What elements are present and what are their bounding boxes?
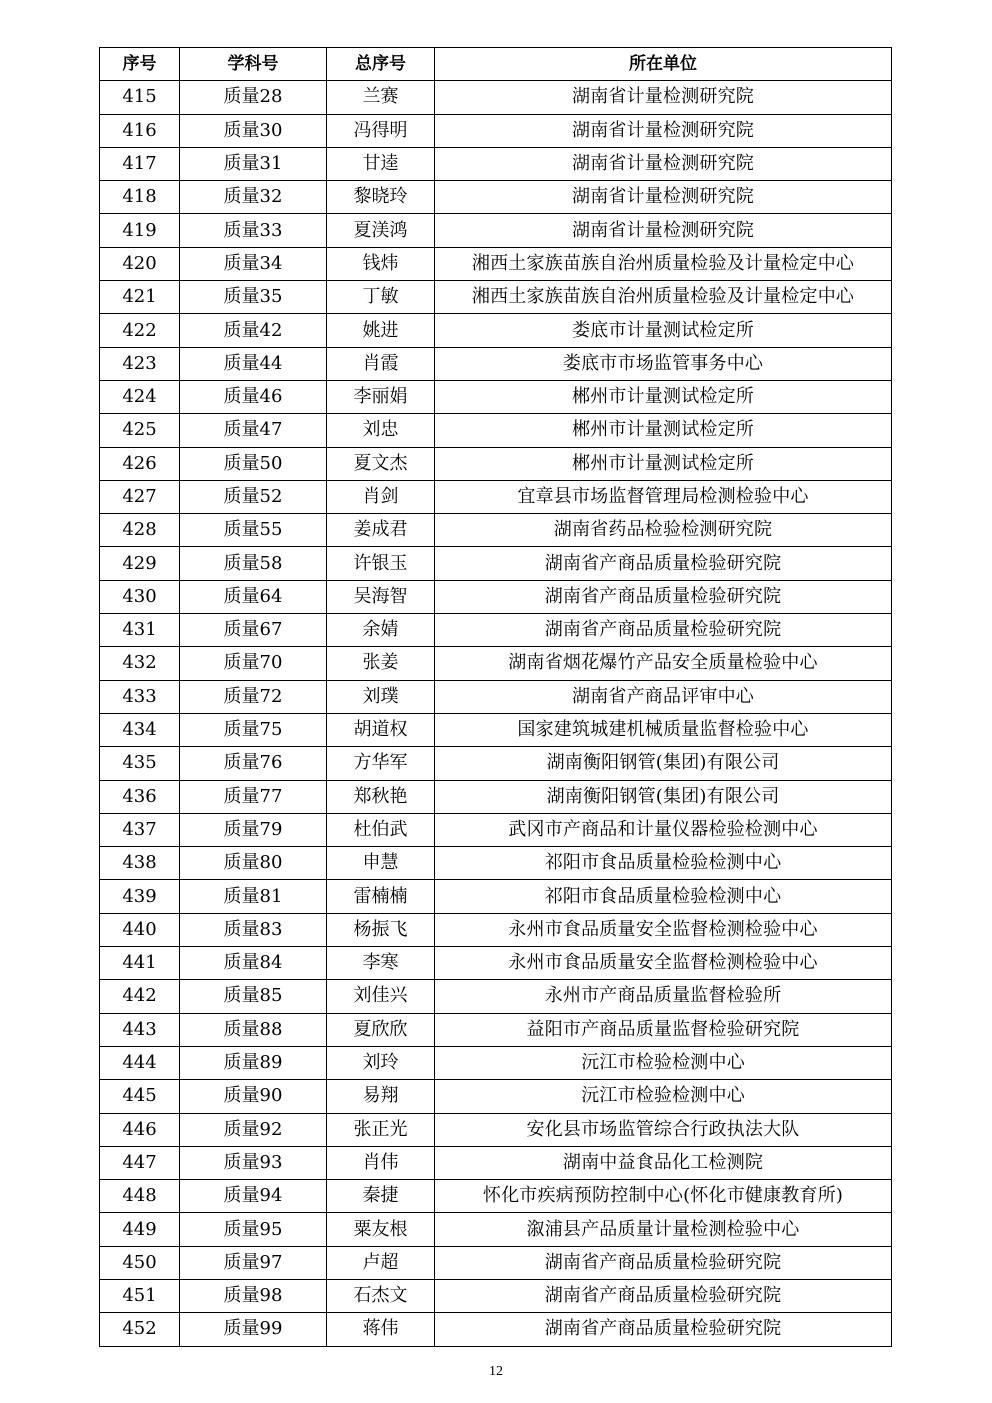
cell-name: 李丽娟	[327, 380, 435, 413]
cell-serial-number: 438	[100, 847, 180, 880]
cell-name: 郑秋艳	[327, 780, 435, 813]
cell-serial-number: 437	[100, 813, 180, 846]
cell-serial-number: 429	[100, 547, 180, 580]
cell-affiliation: 湖南中益食品化工检测院	[435, 1146, 892, 1179]
cell-affiliation: 益阳市产商品质量监督检验研究院	[435, 1013, 892, 1046]
cell-name: 方华军	[327, 747, 435, 780]
cell-affiliation: 湖南省产商品质量检验研究院	[435, 580, 892, 613]
cell-name: 余婧	[327, 614, 435, 647]
table-row	[100, 314, 892, 347]
cell-name: 夏文杰	[327, 447, 435, 480]
cell-affiliation: 湖南省产商品质量检验研究院	[435, 1313, 892, 1346]
cell-serial-number: 434	[100, 713, 180, 746]
cell-subject-number: 质量80	[180, 847, 327, 880]
cell-name: 雷楠楠	[327, 880, 435, 913]
table-row	[100, 1013, 892, 1046]
cell-serial-number: 430	[100, 580, 180, 613]
cell-name: 申慧	[327, 847, 435, 880]
cell-name: 姚进	[327, 314, 435, 347]
cell-name: 冯得明	[327, 114, 435, 147]
cell-serial-number: 441	[100, 947, 180, 980]
cell-serial-number: 440	[100, 913, 180, 946]
table-row	[100, 1313, 892, 1346]
table-row	[100, 713, 892, 746]
cell-affiliation: 永州市食品质量安全监督检测检验中心	[435, 947, 892, 980]
cell-name: 夏欣欣	[327, 1013, 435, 1046]
cell-name: 夏渼鸿	[327, 214, 435, 247]
cell-subject-number: 质量97	[180, 1246, 327, 1279]
cell-subject-number: 质量88	[180, 1013, 327, 1046]
cell-subject-number: 质量83	[180, 913, 327, 946]
table-row	[100, 414, 892, 447]
cell-serial-number: 424	[100, 380, 180, 413]
cell-name: 张姜	[327, 647, 435, 680]
header-affiliation: 所在单位	[435, 48, 892, 81]
table-row	[100, 181, 892, 214]
table-row	[100, 1246, 892, 1279]
cell-affiliation: 郴州市计量测试检定所	[435, 447, 892, 480]
cell-affiliation: 沅江市检验检测中心	[435, 1046, 892, 1079]
cell-name: 易翔	[327, 1080, 435, 1113]
table-row	[100, 281, 892, 314]
cell-subject-number: 质量70	[180, 647, 327, 680]
table-row	[100, 447, 892, 480]
cell-subject-number: 质量95	[180, 1213, 327, 1246]
cell-subject-number: 质量94	[180, 1180, 327, 1213]
cell-affiliation: 湖南省产商品质量检验研究院	[435, 614, 892, 647]
cell-subject-number: 质量92	[180, 1113, 327, 1146]
cell-serial-number: 421	[100, 281, 180, 314]
personnel-table	[99, 47, 892, 1347]
cell-subject-number: 质量64	[180, 580, 327, 613]
table-row	[100, 380, 892, 413]
cell-name: 刘玲	[327, 1046, 435, 1079]
cell-subject-number: 质量72	[180, 680, 327, 713]
table-row	[100, 913, 892, 946]
cell-name: 胡道权	[327, 713, 435, 746]
cell-serial-number: 446	[100, 1113, 180, 1146]
cell-affiliation: 永州市产商品质量监督检验所	[435, 980, 892, 1013]
cell-name: 张正光	[327, 1113, 435, 1146]
cell-affiliation: 安化县市场监管综合行政执法大队	[435, 1113, 892, 1146]
table-row	[100, 247, 892, 280]
header-subject-number: 学科号	[180, 48, 327, 81]
table-row	[100, 1046, 892, 1079]
table-row	[100, 1180, 892, 1213]
table-row	[100, 214, 892, 247]
cell-serial-number: 435	[100, 747, 180, 780]
cell-affiliation: 湖南省计量检测研究院	[435, 214, 892, 247]
cell-name: 蒋伟	[327, 1313, 435, 1346]
cell-serial-number: 420	[100, 247, 180, 280]
cell-affiliation: 湖南省产商品质量检验研究院	[435, 1246, 892, 1279]
page-number: 12	[489, 1364, 503, 1379]
cell-subject-number: 质量35	[180, 281, 327, 314]
cell-subject-number: 质量85	[180, 980, 327, 1013]
cell-subject-number: 质量98	[180, 1279, 327, 1312]
cell-name: 肖霞	[327, 347, 435, 380]
cell-subject-number: 质量58	[180, 547, 327, 580]
cell-affiliation: 溆浦县产品质量计量检测检验中心	[435, 1213, 892, 1246]
cell-affiliation: 湖南省烟花爆竹产品安全质量检验中心	[435, 647, 892, 680]
cell-serial-number: 442	[100, 980, 180, 1013]
table-row	[100, 747, 892, 780]
cell-affiliation: 湖南省计量检测研究院	[435, 81, 892, 114]
cell-affiliation: 宜章县市场监督管理局检测检验中心	[435, 480, 892, 513]
cell-name: 刘璞	[327, 680, 435, 713]
cell-serial-number: 426	[100, 447, 180, 480]
table-row	[100, 1113, 892, 1146]
table-row	[100, 947, 892, 980]
table-row	[100, 780, 892, 813]
cell-serial-number: 428	[100, 514, 180, 547]
cell-serial-number: 439	[100, 880, 180, 913]
cell-affiliation: 湘西土家族苗族自治州质量检验及计量检定中心	[435, 247, 892, 280]
cell-name: 杜伯武	[327, 813, 435, 846]
cell-affiliation: 湖南省计量检测研究院	[435, 181, 892, 214]
cell-serial-number: 415	[100, 81, 180, 114]
cell-affiliation: 湖南省药品检验检测研究院	[435, 514, 892, 547]
cell-serial-number: 447	[100, 1146, 180, 1179]
cell-affiliation: 国家建筑城建机械质量监督检验中心	[435, 713, 892, 746]
cell-subject-number: 质量76	[180, 747, 327, 780]
cell-name: 杨振飞	[327, 913, 435, 946]
cell-subject-number: 质量77	[180, 780, 327, 813]
cell-affiliation: 娄底市市场监管事务中心	[435, 347, 892, 380]
cell-affiliation: 怀化市疾病预防控制中心(怀化市健康教育所)	[435, 1180, 892, 1213]
cell-name: 吴海智	[327, 580, 435, 613]
cell-subject-number: 质量33	[180, 214, 327, 247]
table-row	[100, 1146, 892, 1179]
table-row	[100, 1080, 892, 1113]
cell-serial-number: 419	[100, 214, 180, 247]
cell-name: 许银玉	[327, 547, 435, 580]
table-row	[100, 614, 892, 647]
cell-subject-number: 质量89	[180, 1046, 327, 1079]
cell-serial-number: 445	[100, 1080, 180, 1113]
cell-serial-number: 425	[100, 414, 180, 447]
cell-name: 钱炜	[327, 247, 435, 280]
header-total-number: 总序号	[327, 48, 435, 81]
cell-name: 姜成君	[327, 514, 435, 547]
table-header-row	[100, 48, 892, 81]
cell-affiliation: 沅江市检验检测中心	[435, 1080, 892, 1113]
cell-affiliation: 湖南省产商品质量检验研究院	[435, 1279, 892, 1312]
table-row	[100, 480, 892, 513]
cell-affiliation: 湖南省产商品评审中心	[435, 680, 892, 713]
cell-affiliation: 武冈市产商品和计量仪器检验检测中心	[435, 813, 892, 846]
cell-subject-number: 质量93	[180, 1146, 327, 1179]
cell-name: 丁敏	[327, 281, 435, 314]
cell-subject-number: 质量67	[180, 614, 327, 647]
cell-subject-number: 质量75	[180, 713, 327, 746]
cell-affiliation: 湘西土家族苗族自治州质量检验及计量检定中心	[435, 281, 892, 314]
table-row	[100, 980, 892, 1013]
cell-serial-number: 444	[100, 1046, 180, 1079]
cell-name: 刘忠	[327, 414, 435, 447]
cell-subject-number: 质量32	[180, 181, 327, 214]
cell-affiliation: 郴州市计量测试检定所	[435, 380, 892, 413]
table-row	[100, 813, 892, 846]
cell-affiliation: 湖南衡阳钢管(集团)有限公司	[435, 747, 892, 780]
cell-subject-number: 质量44	[180, 347, 327, 380]
cell-subject-number: 质量99	[180, 1313, 327, 1346]
cell-name: 粟友根	[327, 1213, 435, 1246]
cell-serial-number: 433	[100, 680, 180, 713]
cell-serial-number: 448	[100, 1180, 180, 1213]
cell-affiliation: 郴州市计量测试检定所	[435, 414, 892, 447]
cell-name: 卢超	[327, 1246, 435, 1279]
cell-name: 石杰文	[327, 1279, 435, 1312]
table-row	[100, 81, 892, 114]
cell-subject-number: 质量84	[180, 947, 327, 980]
header-serial-number: 序号	[100, 48, 180, 81]
cell-affiliation: 祁阳市食品质量检验检测中心	[435, 880, 892, 913]
cell-subject-number: 质量34	[180, 247, 327, 280]
cell-serial-number: 416	[100, 114, 180, 147]
cell-serial-number: 417	[100, 147, 180, 180]
cell-serial-number: 451	[100, 1279, 180, 1312]
table-row	[100, 880, 892, 913]
table-row	[100, 647, 892, 680]
table-row	[100, 547, 892, 580]
cell-name: 秦捷	[327, 1180, 435, 1213]
table-row	[100, 1213, 892, 1246]
cell-name: 肖剑	[327, 480, 435, 513]
table-row	[100, 347, 892, 380]
cell-subject-number: 质量90	[180, 1080, 327, 1113]
cell-serial-number: 427	[100, 480, 180, 513]
cell-affiliation: 祁阳市食品质量检验检测中心	[435, 847, 892, 880]
cell-affiliation: 湖南衡阳钢管(集团)有限公司	[435, 780, 892, 813]
cell-subject-number: 质量28	[180, 81, 327, 114]
cell-subject-number: 质量55	[180, 514, 327, 547]
table-row	[100, 514, 892, 547]
cell-serial-number: 452	[100, 1313, 180, 1346]
cell-serial-number: 423	[100, 347, 180, 380]
cell-name: 黎晓玲	[327, 181, 435, 214]
table-row	[100, 147, 892, 180]
cell-serial-number: 449	[100, 1213, 180, 1246]
cell-subject-number: 质量47	[180, 414, 327, 447]
table-row	[100, 580, 892, 613]
cell-affiliation: 湖南省计量检测研究院	[435, 114, 892, 147]
table-row	[100, 847, 892, 880]
table-body	[100, 81, 892, 1346]
cell-subject-number: 质量50	[180, 447, 327, 480]
cell-serial-number: 418	[100, 181, 180, 214]
cell-serial-number: 443	[100, 1013, 180, 1046]
cell-affiliation: 湖南省计量检测研究院	[435, 147, 892, 180]
cell-subject-number: 质量46	[180, 380, 327, 413]
cell-name: 甘逵	[327, 147, 435, 180]
cell-name: 兰赛	[327, 81, 435, 114]
cell-serial-number: 450	[100, 1246, 180, 1279]
cell-affiliation: 湖南省产商品质量检验研究院	[435, 547, 892, 580]
table-row	[100, 680, 892, 713]
cell-name: 肖伟	[327, 1146, 435, 1179]
cell-name: 刘佳兴	[327, 980, 435, 1013]
cell-subject-number: 质量79	[180, 813, 327, 846]
cell-affiliation: 永州市食品质量安全监督检测检验中心	[435, 913, 892, 946]
cell-subject-number: 质量31	[180, 147, 327, 180]
cell-serial-number: 431	[100, 614, 180, 647]
cell-affiliation: 娄底市计量测试检定所	[435, 314, 892, 347]
cell-subject-number: 质量42	[180, 314, 327, 347]
cell-serial-number: 422	[100, 314, 180, 347]
table-row	[100, 1279, 892, 1312]
cell-subject-number: 质量81	[180, 880, 327, 913]
cell-serial-number: 432	[100, 647, 180, 680]
cell-name: 李寒	[327, 947, 435, 980]
table-row	[100, 114, 892, 147]
cell-subject-number: 质量30	[180, 114, 327, 147]
cell-subject-number: 质量52	[180, 480, 327, 513]
cell-serial-number: 436	[100, 780, 180, 813]
